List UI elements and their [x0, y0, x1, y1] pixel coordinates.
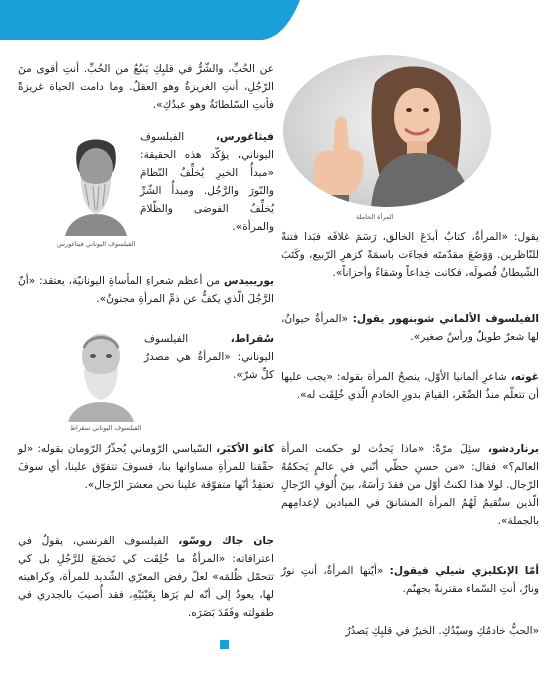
quote-shelley: «أيّتها المرأةُ، أنتِ نورٌ ونارٌ، أنتِ السّماء مقترنةً بجهنّم. [281, 565, 539, 595]
quote-rousseau: الفيلسوف الفرنسي، يقولُ في اعترافاته: «المرأةُ ما خُلِقَت كي تَخضَعَ للرَّجُلِ بل كي تتحمّل ظُلمَه» لعلّ رفض المعرّي الشّديد للمرأة، وكراهيته لها، يعودُ إلى أنّه لم يَرَها بِعَيْنَيْهِ، فقد أُصيبَ بالجدري في طفولته وفَقَدَ بَصَرَه. [18, 535, 274, 619]
name-bernard-shaw: برناردشو، [487, 443, 539, 455]
name-euripides: يوريبيدس [223, 275, 274, 287]
paragraph-cato [18, 440, 274, 494]
paragraph-bernard-shaw [281, 440, 539, 530]
socrates-bust-image [62, 326, 140, 422]
socrates-caption: الفيلسوف اليوناني سقراط [70, 424, 142, 432]
quote-cato: السّياسي الرّوماني يُحذّرُ الرّومان بقوله: «لو حقّقنا للمرأةِ مساواتها بنا، فسوفَ تتفوّق علينا، أي سوفَ تعتقِدُ أنّها متفوّقة علينا نحن معشرَ الرّجال». [18, 443, 274, 491]
name-cato: كاتو الأكبَر، [216, 443, 274, 455]
name-socrates: سُقراط، [230, 333, 274, 345]
quote-schopenhauer: «المرأةُ حيوانٌ، لها شعرٌ طويلٌ ورأسٌ صغير». [281, 313, 539, 343]
paragraph-socrates [144, 330, 274, 384]
paragraph-euripides [18, 272, 274, 308]
article-end-marker [220, 640, 229, 649]
name-rousseau: جان جاك روسّو، [178, 535, 274, 547]
paragraph-love-servant: «الحبُّ خادمُكِ وسيّدُكِ. الخيرُ في قلبِكِ يَصدُرُ [345, 625, 539, 637]
quote-euripides: من أعظم شعراءِ المأساةِ اليونانيّة، يعتقد: «أنّ الرَّجُلَ الّذي يكفُّ عن ذمِّ المرأةِ مجنونٌ». [18, 275, 274, 305]
paragraph-shelley [281, 562, 539, 598]
paragraph-woman-book: يقول: «المرأةُ، كتابٌ أبدَعَ الخالق، رَسَمَ غلافَه فبَدا فتنةً للنّاظرين. وَوَضَعَ مقدّمتَه فجاءَت باسمَةً كزهرِ الرّبيع، وكَتَبَ الشّيطانُ فُصولَه، فكانت خِداعاً وشقاءً وأحزاناً». [281, 231, 539, 279]
paragraph-pythagoras [140, 128, 274, 236]
pythagoras-caption: الفيلسوف اليوناني فيثاغورس [57, 240, 136, 248]
paragraph-shelley-continued: عن الحُبِّ، والشّرُّ في قلبِكِ يَنبُعُ من الحُبِّ. أنتِ أقوى منَ الرّجُلِ، أنتِ الغريزةُ وهو العقلُ. وما دامت الحياة غريزةً فأنتِ السّلطانَةُ وهو عبدُكِ». [18, 63, 274, 111]
quote-goethe: شاعرِ ألمانيا الأوّل، ينصحُ المرأة بقوله: «يجب عليها أن تتعلّم منذُ الصِّغَر، القيامَ بدورِ الخادمِ الّذي خُلِقَت له». [281, 371, 539, 401]
name-schopenhauer: الفيلسوف الألماني شوبنهور يقول: [352, 313, 539, 325]
name-goethe: غوته، [510, 371, 539, 383]
quote-socrates: الفيلسوف اليوناني: «المرأةُ هي مصدرُ كلِّ شرّ». [144, 333, 274, 381]
name-pythagoras: فيثاغورس، [215, 131, 274, 143]
pythagoras-bust-image [55, 128, 137, 236]
quote-pythagoras: الفيلسوف اليوناني، يؤكّد هذه الحقيقة: «مبدأُ الخيرِ يُخلِّفُ النّظامَ والنّورَ والرَّجُل. ومبدأُ الشّرِّ يُخلِّفُ الفوضى والظّلامَ والمرأة». [140, 131, 274, 233]
paragraph-rousseau [18, 532, 274, 622]
photo-caption: المرأة الحاملة [356, 213, 394, 221]
paragraph-schopenhauer [281, 310, 539, 346]
quote-bernard-shaw: سئِلَ مرّةً: «ماذا يَحدُث لو حكمت المرأة العالم؟» فقال: «من حسنِ حظّي أنّني في عالمٍ يَحكمُهُ الرّجال. لولا هذا لكنتُ أوّل من فقدَ رَأسَهُ، بينَ أُلوفِ الرّجالِ الّذين ستُقيمُ لَهُمُ المرأة المشانقَ في الميادين لإعدامِهم بالجملة». [281, 443, 539, 527]
corner-accent-shape [0, 0, 300, 40]
name-shelley: أمّا الإنكليزي شيلي فيقول: [389, 565, 539, 577]
paragraph-goethe [281, 368, 539, 404]
woman-thumbs-up-photo [283, 55, 491, 207]
